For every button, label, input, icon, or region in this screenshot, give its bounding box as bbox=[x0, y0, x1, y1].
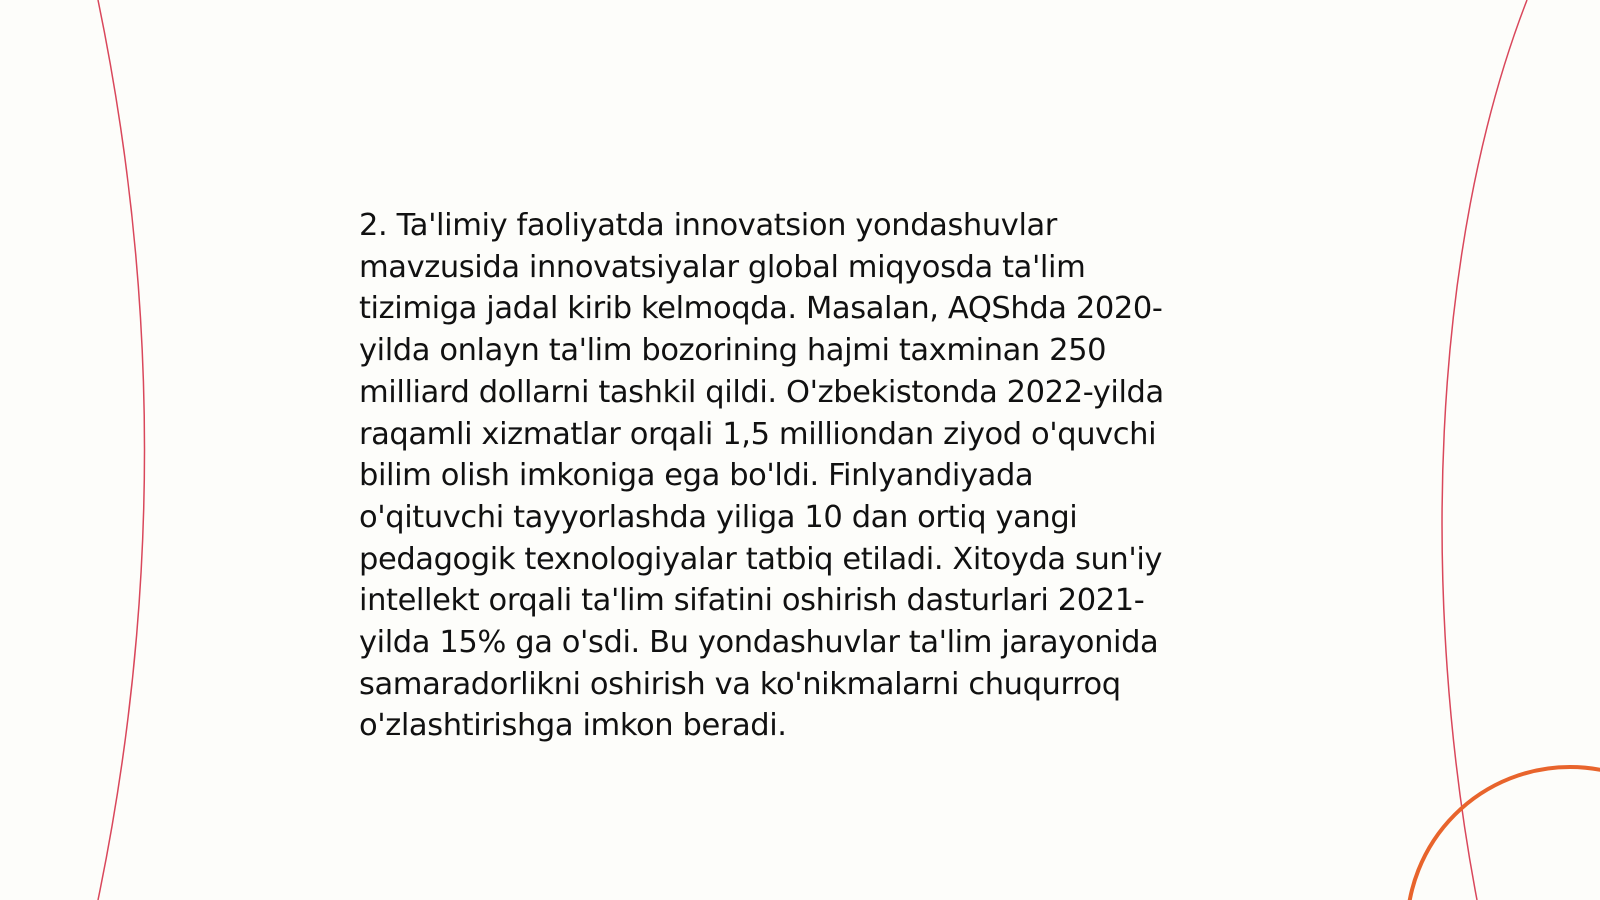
left-curve-line bbox=[98, 0, 145, 900]
accent-arc bbox=[1407, 767, 1600, 900]
right-curve-line bbox=[1442, 0, 1527, 900]
slide-body-text: 2. Ta'limiy faoliyatda innovatsion yondashuvlar mavzusida innovatsiyalar global miqyosda ta'lim tizimiga jadal kirib kelmoqda. Masalan, AQShda 2020- yilda onlayn ta'lim bozorining hajmi taxminan 250 milliard dollarni tashkil qildi. O'zbekistonda 2022-yilda raqamli xizmatlar orqali 1,5 milliondan ziyod o'quvchi bilim olish imkoniga ega bo'ldi. Finlyandiyada o'qituvchi tayyorlashda yiliga 10 dan ortiq yangi pedagogik texnologiyalar tatbiq etiladi. Xitoyda sun'iy intellekt orqali ta'lim sifatini oshirish dasturlari 2021- yilda 15% ga o'sdi. Bu yondashuvlar ta'lim jarayonida samaradorlikni oshirish va ko'nikmalarni chuqurroq o'zlashtirishga imkon beradi. bbox=[359, 208, 1164, 744]
